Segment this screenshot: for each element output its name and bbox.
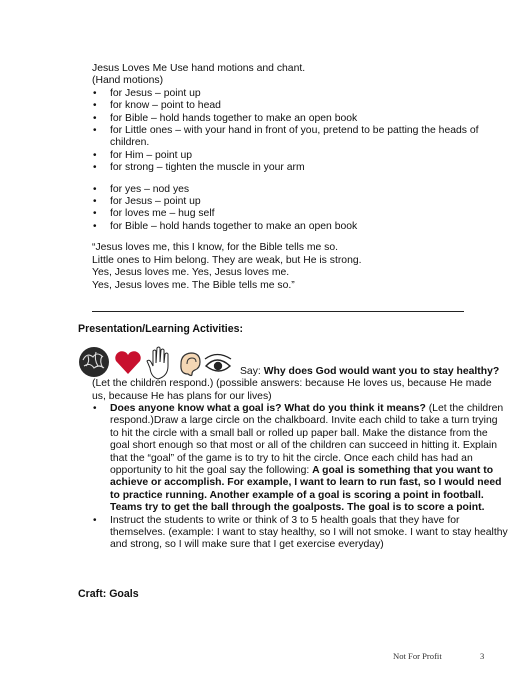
goal-instructions: (Let the children respond.)Draw a large circle on the chalkboard. Invite each child to take a turn trying to hit the circle with a small ball or rolled up paper ball. Make the distance from the goal short enough so that most or all of the children can succeed in hitting it. Explain that the “goal” of the game is to try to hit the circle. Once each child has had an opportunity to hit the goal say the following: <box>110 403 504 477</box>
say-paragraph <box>92 366 508 403</box>
craft-heading: Craft: Goals <box>78 588 139 600</box>
activities-list <box>92 403 508 552</box>
presentation-heading: Presentation/Learning Activities: <box>78 323 244 335</box>
footer-text: Not For Profit <box>393 651 442 661</box>
list-item: • for Bible – hold hands together to make an open book <box>92 113 492 125</box>
say-question: Why does God would want you to stay healthy? <box>263 366 500 377</box>
say-prefix: Say: <box>240 366 264 377</box>
list-item: • for Little ones – with your hand in front of you, pretend to be patting the heads of children. <box>92 125 492 150</box>
lyrics <box>92 242 492 292</box>
list-item: • for Him – point up <box>92 150 492 162</box>
song-section <box>92 63 492 292</box>
list-item: • for yes – nod yes <box>92 184 492 196</box>
lyric-line: Yes, Jesus loves me. The Bible tells me so.” <box>92 279 295 291</box>
list-item: • for know – point to head <box>92 100 492 112</box>
page-number: 3 <box>480 651 485 661</box>
lyric-line: Little ones to Him belong. They are weak, but He is strong. <box>92 254 362 266</box>
list-item: • for loves me – hug self <box>92 208 492 220</box>
motions-list-2 <box>92 184 492 234</box>
list-item: • for Jesus – point up <box>92 196 492 208</box>
activity-goal-game <box>92 403 508 515</box>
lyric-line: “Jesus loves me, this I know, for the Bible tells me so. <box>92 242 339 254</box>
list-item: • for Jesus – point up <box>92 88 492 100</box>
activity-health-goals: • Instruct the students to write or think of 3 to 5 health goals that they have for themselves. (example: I want to stay healthy, so I will not smoke. I want to stay healthy and strong, so I will make sure that I get exercise everyday) <box>92 515 508 552</box>
song-title-line: Jesus Loves Me Use hand motions and chant. <box>92 63 306 74</box>
list-item: • for strong – tighten the muscle in your arm <box>92 162 492 174</box>
lyric-line: Yes, Jesus loves me. Yes, Jesus loves me. <box>92 267 290 279</box>
divider-line <box>92 311 464 312</box>
motions-list-1 <box>92 88 492 175</box>
say-answers: (Let the children respond.) (possible answers: because He loves us, because He made us, because He has plans for our lives) <box>92 378 492 402</box>
hand-motions-label: (Hand motions) <box>92 75 164 87</box>
list-item: • for Bible – hold hands together to make an open book <box>92 221 492 233</box>
goal-definition: A goal is something that you want to achieve or accomplish. For example, I want to learn to run fast, so I would need to practice running. Another example of a goal is scoring a point in football. Teams try to get the ball through the goalposts. The goal is to score a point. <box>110 465 502 514</box>
activities <box>92 403 508 552</box>
goal-question: Does anyone know what a goal is? What do you think it means? <box>110 403 426 414</box>
